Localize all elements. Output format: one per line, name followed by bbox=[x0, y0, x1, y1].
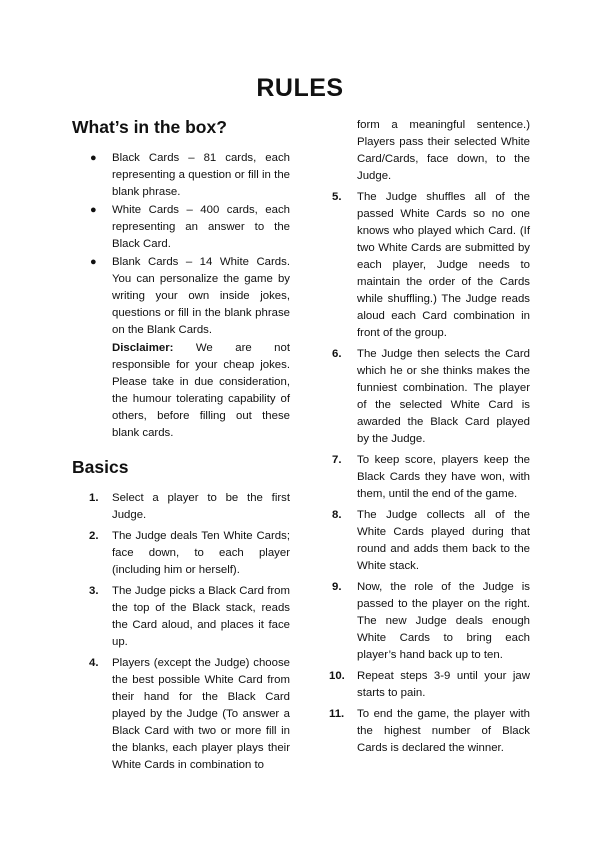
list-item: 4. Players (except the Judge) choose the best possible White Card from their hand for the Black Card played by the Judge (To answer a Black Card with two or more fill in the blanks, each player plays their White Cards in combination to bbox=[89, 657, 290, 771]
left-column bbox=[72, 116, 290, 778]
list-item: 5. The Judge shuffles all of the passed White Cards so no one knows who played which Card. (If two White Cards are submitted by each player, Judge needs to maintain the order of the Cards while shuffling.) The Judge reads aloud each Card combination in front of the group. bbox=[332, 191, 530, 339]
disclaimer bbox=[72, 340, 290, 442]
disclaimer-text: We are not responsible for your cheap jokes. Please take in due consideration, the humour tolerating capability of others, before filling out these blank cards. bbox=[112, 342, 290, 439]
list-item: 2. The Judge deals Ten White Cards; face down, to each player (including him or herself). bbox=[89, 530, 290, 576]
list-item: 8. The Judge collects all of the White Cards played during that round and adds them back to the White stack. bbox=[332, 509, 530, 572]
bullet-icon: ● bbox=[90, 204, 97, 216]
step-4-continued: form a meaningful sentence.) Players pass their selected White Card/Cards, face down, to the Judge. bbox=[357, 119, 530, 182]
list-item: 10. Repeat steps 3-9 until your jaw starts to pain. bbox=[329, 670, 530, 699]
list-item: 9. Now, the role of the Judge is passed to the player on the right. The new Judge deals enough White Cards to bring each player’s hand back up to ten. bbox=[332, 581, 530, 661]
steps-list-right bbox=[329, 189, 530, 757]
box-heading: What’s in the box? bbox=[72, 117, 227, 137]
steps-list-left bbox=[72, 490, 290, 774]
basics-heading: Basics bbox=[72, 457, 129, 477]
list-item: 6. The Judge then selects the Card which he or she thinks makes the funniest combination. The player of the selected White Card is awarded the Black Card played by the Judge. bbox=[332, 348, 530, 445]
list-item: 3. The Judge picks a Black Card from the top of the Black stack, reads the Card aloud, and places it face up. bbox=[89, 585, 290, 648]
list-item: 1. Select a player to be the first Judge. bbox=[89, 492, 290, 521]
right-column bbox=[329, 117, 530, 761]
bullet-icon: ● bbox=[90, 256, 97, 268]
bullet-icon: ● bbox=[90, 152, 97, 164]
list-item: ● Blank Cards – 14 White Cards. You can personalize the game by writing your own inside jokes, questions or fill in the blank phrase on the Blank Cards. bbox=[90, 256, 290, 336]
list-item: ● White Cards – 400 cards, each representing an answer to the Black Card. bbox=[90, 204, 290, 250]
box-list bbox=[72, 150, 290, 339]
list-item: 7. To keep score, players keep the Black Cards they have won, with them, until the end of the game. bbox=[332, 454, 530, 500]
list-item: 11. To end the game, the player with the highest number of Black Cards is declared the winner. bbox=[329, 708, 530, 754]
disclaimer-label: Disclaimer: bbox=[112, 342, 174, 354]
list-item: ● Black Cards – 81 cards, each representing a question or fill in the blank phrase. bbox=[90, 152, 290, 198]
page-title: RULES bbox=[256, 74, 344, 102]
